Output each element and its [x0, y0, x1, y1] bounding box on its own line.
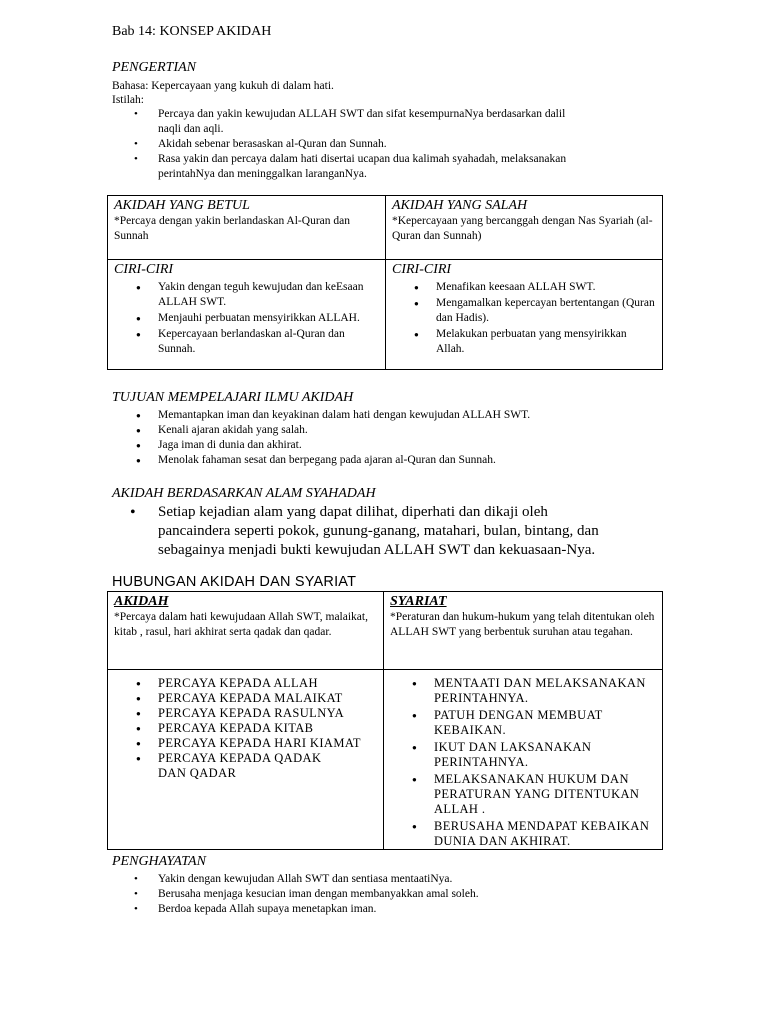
syariat-desc: *Peraturan dan hukum-hukum yang telah ditentukan oleh ALLAH SWT yang berbentuk suruhan atau tegahan. — [390, 611, 655, 638]
syariat-items-list — [384, 670, 662, 849]
akidah-salah-cell — [386, 196, 663, 260]
akidah-salah-heading: AKIDAH YANG SALAH — [392, 198, 528, 213]
list-item: • Yakin dengan kewujudan Allah SWT dan sentiasa mentaatiNya. — [158, 872, 678, 887]
list-item: ● PATUH DENGAN MEMBUAT KEBAIKAN. — [434, 708, 614, 738]
akidah-items-list — [108, 670, 383, 781]
akidah-betul-salah-table — [107, 195, 663, 370]
list-item: ● Yakin dengan teguh kewujudan dan keEsaan ALLAH SWT. — [158, 280, 365, 310]
pengertian-heading: PENGERTIAN — [112, 60, 196, 75]
tujuan-list — [158, 408, 678, 468]
syariat-items-cell — [384, 670, 663, 850]
bullet-icon: • — [130, 504, 136, 521]
akidah-items-cell — [108, 670, 384, 850]
akidah-cell — [108, 592, 384, 670]
list-item: ● MELAKSANAKAN HUKUM DAN PERATURAN YANG DITENTUKAN ALLAH . — [434, 772, 654, 817]
page-title: Bab 14: KONSEP AKIDAH — [112, 24, 272, 39]
list-item: ● Mengamalkan kepercayan bertentangan (Quran dan Hadis). — [436, 296, 656, 326]
penghayatan-list — [158, 872, 678, 917]
istilah-label: Istilah: — [112, 94, 144, 106]
list-item: ● PERCAYA KEPADA MALAIKAT — [158, 691, 375, 706]
list-item: ● PERCAYA KEPADA HARI KIAMAT — [158, 736, 375, 751]
list-item: ● BERUSAHA MENDAPAT KEBAIKAN DUNIA DAN AKHIRAT. — [434, 819, 654, 849]
list-item: ● Kepercayaan berlandaskan al-Quran dan Sunnah. — [158, 327, 365, 357]
list-item: ● Jaga iman di dunia dan akhirat. — [158, 438, 678, 453]
list-item: • Berdoa kepada Allah supaya menetapkan iman. — [158, 902, 678, 917]
list-item-continuation: perintahNya dan meninggalkan laranganNya. — [158, 168, 367, 180]
syahadah-line: pancaindera seperti pokok, gunung-ganang, matahari, bulan, bintang, dan — [158, 523, 599, 539]
list-item: ● PERCAYA KEPADA QADAK DAN QADAR — [158, 751, 348, 781]
ciri-betul-heading: CIRI-CIRI — [114, 262, 174, 277]
akidah-heading: AKIDAH — [114, 594, 169, 609]
syahadah-list — [130, 503, 698, 560]
list-item: • Akidah sebenar berasaskan al-Quran dan Sunnah. — [158, 137, 678, 152]
pengertian-list — [158, 107, 678, 182]
tujuan-heading: TUJUAN MEMPELAJARI ILMU AKIDAH — [112, 390, 354, 405]
list-item: • Rasa yakin dan percaya dalam hati disertai ucapan dua kalimah syahadah, melaksanakan — [158, 152, 678, 167]
syahadah-line: sebagainya menjadi bukti kewujudan ALLAH SWT dan kekuasaan-Nya. — [158, 542, 596, 558]
akidah-betul-heading: AKIDAH YANG BETUL — [114, 198, 250, 213]
akidah-betul-cell — [108, 196, 386, 260]
list-item-continuation: naqli dan aqli. — [158, 123, 224, 135]
list-item: ● PERCAYA KEPADA KITAB — [158, 721, 375, 736]
hubungan-heading: HUBUNGAN AKIDAH DAN SYARIAT — [112, 574, 357, 590]
list-item: ● Melakukan perbuatan yang mensyirikkan Allah. — [436, 327, 656, 357]
akidah-salah-desc: *Kepercayaan yang bercanggah dengan Nas Syariah (al-Quran dan Sunnah) — [392, 215, 653, 242]
list-item — [130, 503, 698, 560]
list-item: ● Kenali ajaran akidah yang salah. — [158, 423, 678, 438]
list-item: ● IKUT DAN LAKSANAKAN PERINTAHNYA. — [434, 740, 594, 770]
list-item: ● Menafikan keesaan ALLAH SWT. — [436, 280, 656, 295]
syariat-heading: SYARIAT — [390, 594, 447, 609]
list-item: • Percaya dan yakin kewujudan ALLAH SWT dan sifat kesempurnaNya berdasarkan dalil — [158, 107, 678, 122]
akidah-desc: *Percaya dalam hati kewujudaan Allah SWT, malaikat, kitab , rasul, hari akhirat serta qadak dan qadar. — [114, 611, 368, 638]
list-item: ● Memantapkan iman dan keyakinan dalam hati dengan kewujudan ALLAH SWT. — [158, 408, 678, 423]
penghayatan-heading: PENGHAYATAN — [112, 854, 206, 869]
list-item: ● PERCAYA KEPADA RASULNYA — [158, 706, 375, 721]
syahadah-heading: AKIDAH BERDASARKAN ALAM SYAHADAH — [112, 486, 376, 501]
list-item: ● MENTAATI DAN MELAKSANAKAN PERINTAHNYA. — [434, 676, 654, 706]
syahadah-line: Setiap kejadian alam yang dapat dilihat, diperhati dan dikaji oleh — [158, 504, 548, 520]
bahasa-definition: Bahasa: Kepercayaan yang kukuh di dalam hati. — [112, 80, 334, 92]
list-item: ● Menjauhi perbuatan mensyirikkan ALLAH. — [158, 311, 365, 326]
ciri-betul-list — [108, 278, 385, 357]
list-item: • Berusaha menjaga kesucian iman dengan membanyakkan amal soleh. — [158, 887, 678, 902]
syariat-cell — [384, 592, 663, 670]
ciri-salah-heading: CIRI-CIRI — [392, 262, 452, 277]
ciri-betul-cell — [108, 260, 386, 370]
akidah-betul-desc: *Percaya dengan yakin berlandaskan Al-Quran dan Sunnah — [114, 215, 350, 242]
hubungan-table — [107, 591, 663, 850]
ciri-salah-cell — [386, 260, 663, 370]
list-item: ● PERCAYA KEPADA ALLAH — [158, 676, 375, 691]
list-item: ● Menolak fahaman sesat dan berpegang pada ajaran al-Quran dan Sunnah. — [158, 453, 678, 468]
ciri-salah-list — [386, 278, 662, 357]
